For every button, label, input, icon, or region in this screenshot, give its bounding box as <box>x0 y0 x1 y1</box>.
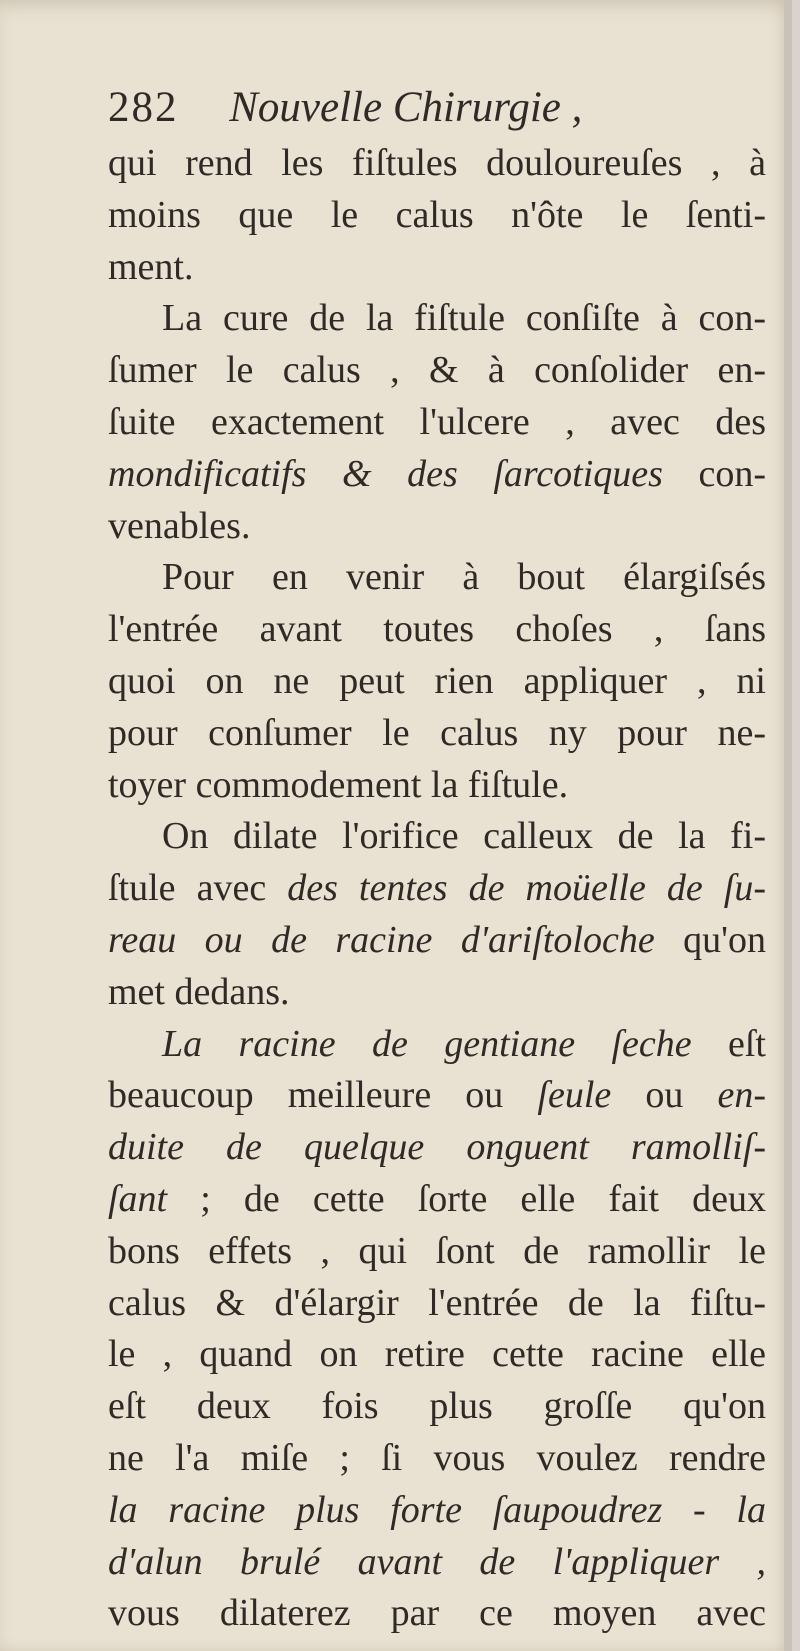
text-line <box>108 1485 766 1537</box>
text-line <box>108 293 766 345</box>
body-text: moins que le calus n'ôte le ſenti- <box>108 193 766 236</box>
body-text: ou <box>611 1074 718 1117</box>
body-text: On dilate l'orifice calleux de la fi- <box>162 815 766 858</box>
text-line <box>108 1278 766 1330</box>
text-line <box>108 1070 766 1122</box>
body-text: toyer commodement la fiſtule. <box>108 763 569 806</box>
body-text: qui rend les fiſtules douloureuſes , à <box>108 142 766 184</box>
body-text: pour conſumer le calus ny pour ne- <box>108 711 766 754</box>
body-text: venables. <box>108 504 251 547</box>
body-text: eſt deux fois plus groſſe qu'on <box>108 1385 766 1428</box>
body-text: vous dilaterez par ce moyen avec <box>108 1592 766 1635</box>
body-text: beaucoup meilleure ou <box>108 1074 538 1117</box>
text-line <box>108 1381 766 1433</box>
text-line <box>108 1433 766 1485</box>
body-text: ment. <box>108 245 194 288</box>
text-line <box>108 915 766 967</box>
text-line <box>108 1019 766 1071</box>
running-head <box>108 78 766 138</box>
italic-text: duite de quelque onguent ramolliſ- <box>108 1126 766 1169</box>
text-line <box>108 190 766 242</box>
text-block <box>108 78 766 1640</box>
page-edge <box>784 0 792 1651</box>
text-line <box>108 1174 766 1226</box>
page-number: 282 <box>108 84 179 131</box>
text-line <box>108 656 766 708</box>
running-title: Nouvelle Chirurgie , <box>229 84 583 131</box>
body-text: ; de cette ſorte elle fait deux <box>167 1177 766 1220</box>
text-line <box>108 967 766 1019</box>
italic-text: ſeule <box>537 1074 612 1117</box>
body-text: qu'on <box>654 918 766 961</box>
body-text: l'entrée avant toutes choſes , ſans <box>108 608 766 651</box>
text-line <box>108 863 766 915</box>
text-line <box>108 1329 766 1381</box>
body-text: met dedans. <box>108 970 290 1013</box>
body-text: ne l'a miſe ; ſi vous voulez rendre <box>108 1436 766 1479</box>
text-line <box>108 811 766 863</box>
text-line <box>108 138 766 190</box>
text-line <box>108 604 766 656</box>
italic-text: ſant <box>108 1177 168 1220</box>
body-text: ſtule avec <box>108 867 288 910</box>
text-line <box>108 760 766 812</box>
italic-text: la racine plus forte ſaupoudrez - la <box>108 1488 766 1531</box>
body-text: eſt <box>691 1022 766 1065</box>
body-text: con- <box>662 452 766 495</box>
text-line <box>108 449 766 501</box>
body-text: ſumer le calus , & à conſolider en- <box>108 349 766 392</box>
body-text: bons effets , qui ſont de ramollir le <box>108 1229 766 1272</box>
body-text: La cure de la fiſtule conſiſte à con- <box>162 297 766 340</box>
body-text: ſuite exactement l'ulcere , avec des <box>108 400 766 443</box>
text-line <box>108 501 766 553</box>
italic-text: La racine de gentiane ſeche <box>162 1022 692 1065</box>
italic-text: en- <box>717 1074 767 1117</box>
text-line <box>108 1122 766 1174</box>
italic-text: d'alun brulé avant de l'appliquer , <box>108 1540 766 1583</box>
text-line <box>108 1226 766 1278</box>
italic-text: reau ou de racine d'ariſtoloche <box>108 918 655 961</box>
text-line <box>108 1537 766 1589</box>
text-line <box>108 708 766 760</box>
body-text: le , quand on retire cette racine elle <box>108 1333 766 1376</box>
body-text: quoi on ne peut rien appliquer , ni <box>108 659 766 702</box>
text-line <box>108 1588 766 1640</box>
body-text: Pour en venir à bout élargiſsés <box>162 556 766 599</box>
italic-text: des tentes de moüelle de ſu- <box>287 867 766 910</box>
text-line <box>108 345 766 397</box>
text-line <box>108 552 766 604</box>
italic-text: mondificatifs & des ſarcotiques <box>108 452 663 495</box>
body-text: calus & d'élargir l'entrée de la fiſtu- <box>108 1281 766 1324</box>
text-line <box>108 397 766 449</box>
text-line <box>108 242 766 294</box>
